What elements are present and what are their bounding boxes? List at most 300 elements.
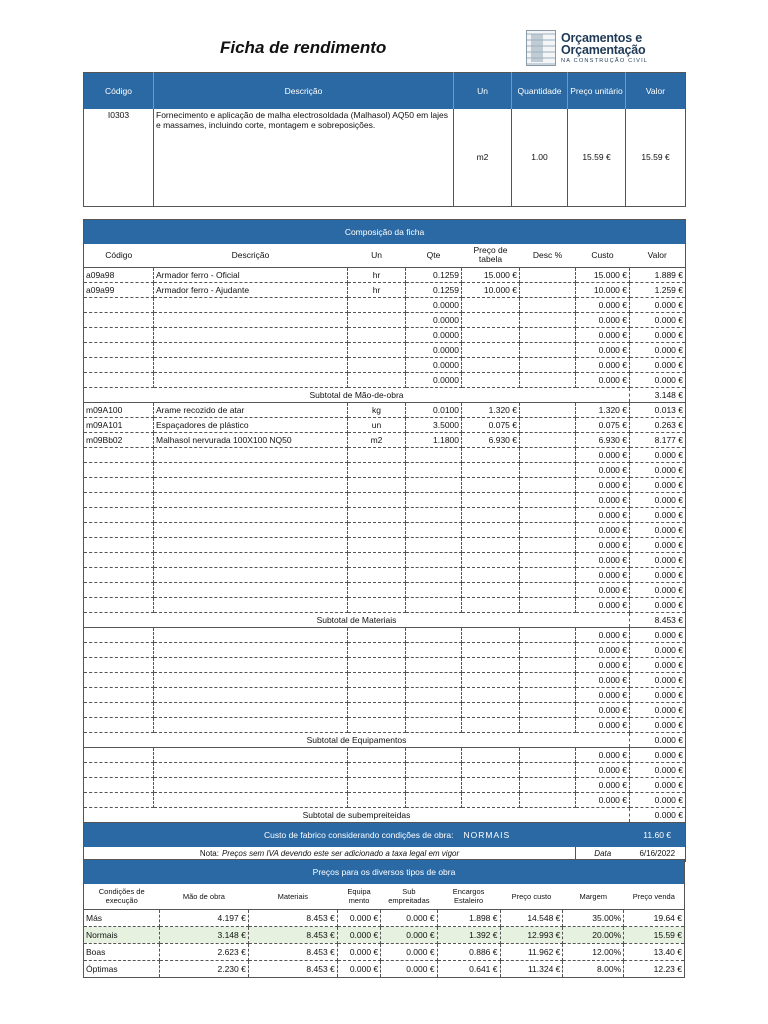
cell-code: m09A101	[84, 418, 154, 433]
composition-col-header: Valor	[630, 244, 686, 268]
cell-unit	[348, 778, 406, 793]
date-value: 6/16/2022	[630, 847, 686, 862]
cell-value: 0.000 €	[630, 523, 686, 538]
cell-table-price	[462, 493, 520, 508]
table-row	[84, 283, 686, 298]
cell-value: 1.889 €	[630, 268, 686, 283]
cell-description	[154, 583, 348, 598]
cell-description	[154, 748, 348, 763]
cell-cost: 0.000 €	[576, 793, 630, 808]
price-cell: 4.197 €	[159, 910, 248, 927]
cell-value: 0.000 €	[630, 553, 686, 568]
cell-unit: m2	[348, 433, 406, 448]
price-cell: 8.453 €	[248, 944, 337, 961]
cell-cost: 0.000 €	[576, 463, 630, 478]
total-cost-label: Custo de fabrico considerando condições de obra:	[84, 823, 462, 847]
table-row	[84, 373, 686, 388]
price-cell: 0.000 €	[337, 961, 380, 978]
cell-code	[84, 313, 154, 328]
cell-value: 0.000 €	[630, 313, 686, 328]
price-cell: 14.548 €	[500, 910, 563, 927]
price-cell: 0.000 €	[381, 961, 437, 978]
cell-description	[154, 523, 348, 538]
cell-unit: hr	[348, 283, 406, 298]
price-cell: 11.324 €	[500, 961, 563, 978]
table-row	[84, 463, 686, 478]
cell-discount	[520, 433, 576, 448]
composition-col-header: Preço de tabela	[462, 244, 520, 268]
table-row	[84, 298, 686, 313]
cell-unit	[348, 748, 406, 763]
cell-table-price: 15.000 €	[462, 268, 520, 283]
cell-unit	[348, 673, 406, 688]
cell-description	[154, 658, 348, 673]
table-row	[84, 718, 686, 733]
price-cell: Óptimas	[84, 961, 160, 978]
item-description: Fornecimento e aplicação de malha electrosoldada (Malhasol) AQ50 em lajes e massames, incluindo corte, montagem e sobreposições.	[154, 109, 454, 207]
note-text: Preços sem IVA devendo este ser adicionado a taxa legal em vigor	[221, 849, 460, 859]
cell-discount	[520, 763, 576, 778]
cell-description	[154, 673, 348, 688]
cell-value: 0.263 €	[630, 418, 686, 433]
cell-cost: 0.000 €	[576, 598, 630, 613]
company-logo	[526, 30, 656, 68]
cell-code	[84, 778, 154, 793]
price-cell: 0.000 €	[337, 910, 380, 927]
cell-unit	[348, 538, 406, 553]
table-row	[84, 598, 686, 613]
cell-table-price	[462, 313, 520, 328]
cell-value: 0.000 €	[630, 508, 686, 523]
cell-qty: 0.0000	[406, 298, 462, 313]
cell-discount	[520, 643, 576, 658]
cell-discount	[520, 328, 576, 343]
cell-discount	[520, 403, 576, 418]
price-cell: 8.00%	[563, 961, 624, 978]
cell-unit	[348, 703, 406, 718]
table-row	[84, 403, 686, 418]
composition-col-header: Un	[348, 244, 406, 268]
cell-value: 0.000 €	[630, 643, 686, 658]
cell-value: 0.000 €	[630, 598, 686, 613]
cell-qty	[406, 493, 462, 508]
cell-discount	[520, 268, 576, 283]
cell-discount	[520, 703, 576, 718]
cell-description: Espaçadores de plástico	[154, 418, 348, 433]
cell-discount	[520, 313, 576, 328]
subtotal-value: 0.000 €	[630, 808, 686, 823]
table-row	[84, 643, 686, 658]
cell-discount	[520, 793, 576, 808]
table-row	[84, 523, 686, 538]
price-cell: 20.00%	[563, 927, 624, 944]
cell-description	[154, 493, 348, 508]
price-row	[84, 961, 685, 978]
cell-cost: 0.000 €	[576, 448, 630, 463]
cell-unit: un	[348, 418, 406, 433]
prices-col-header: Sub empreitadas	[381, 884, 437, 910]
cell-value: 0.000 €	[630, 298, 686, 313]
cell-discount	[520, 778, 576, 793]
subcontract-subtotal-row	[84, 808, 686, 823]
cell-code	[84, 583, 154, 598]
item-unit: m2	[454, 109, 512, 207]
cell-value: 0.013 €	[630, 403, 686, 418]
item-row	[84, 109, 686, 207]
total-cost-row	[84, 823, 686, 847]
cell-qty	[406, 598, 462, 613]
cell-code	[84, 673, 154, 688]
subtotal-value: 8.453 €	[630, 613, 686, 628]
cell-description	[154, 508, 348, 523]
cell-cost: 10.000 €	[576, 283, 630, 298]
cell-table-price	[462, 373, 520, 388]
cell-qty	[406, 523, 462, 538]
prices-band	[84, 860, 685, 884]
cell-table-price	[462, 793, 520, 808]
price-cell: Boas	[84, 944, 160, 961]
price-cell: 8.453 €	[248, 910, 337, 927]
cell-description	[154, 298, 348, 313]
cell-cost: 0.000 €	[576, 778, 630, 793]
cell-cost: 0.000 €	[576, 643, 630, 658]
cell-qty	[406, 448, 462, 463]
price-cell: 0.000 €	[337, 944, 380, 961]
cell-code	[84, 628, 154, 643]
cell-value: 0.000 €	[630, 763, 686, 778]
cell-description	[154, 358, 348, 373]
cell-qty	[406, 688, 462, 703]
subtotal-label: Subtotal de Mão-de-obra	[84, 388, 630, 403]
col-un: Un	[454, 73, 512, 109]
subtotal-value: 0.000 €	[630, 733, 686, 748]
cell-qty: 1.1800	[406, 433, 462, 448]
cell-discount	[520, 298, 576, 313]
cell-unit	[348, 553, 406, 568]
cell-value: 0.000 €	[630, 463, 686, 478]
price-cell: Normais	[84, 927, 160, 944]
price-cell: 1.392 €	[437, 927, 500, 944]
total-cost-value: 11.60 €	[630, 823, 686, 847]
cell-code	[84, 373, 154, 388]
cell-discount	[520, 658, 576, 673]
composition-table	[83, 219, 686, 862]
cell-code: a09a98	[84, 268, 154, 283]
cell-unit	[348, 568, 406, 583]
cell-description	[154, 373, 348, 388]
cell-cost: 0.000 €	[576, 568, 630, 583]
cell-table-price: 0.075 €	[462, 418, 520, 433]
cell-value: 0.000 €	[630, 358, 686, 373]
cell-qty	[406, 658, 462, 673]
cell-cost: 0.000 €	[576, 508, 630, 523]
table-row	[84, 268, 686, 283]
cell-code: m09Bb02	[84, 433, 154, 448]
cell-unit	[348, 688, 406, 703]
table-row	[84, 313, 686, 328]
cell-code: m09A100	[84, 403, 154, 418]
cell-value: 0.000 €	[630, 703, 686, 718]
cell-unit	[348, 493, 406, 508]
cell-cost: 0.000 €	[576, 628, 630, 643]
table-row	[84, 538, 686, 553]
cell-discount	[520, 598, 576, 613]
table-row	[84, 673, 686, 688]
subtotal-label: Subtotal de Equipamentos	[84, 733, 630, 748]
cell-description: Armador ferro - Ajudante	[154, 283, 348, 298]
cell-code	[84, 718, 154, 733]
cell-cost: 0.000 €	[576, 748, 630, 763]
item-unit-price: 15.59 €	[568, 109, 626, 207]
price-cell: 19.64 €	[624, 910, 685, 927]
cell-qty	[406, 793, 462, 808]
cell-unit	[348, 628, 406, 643]
cell-cost: 0.000 €	[576, 703, 630, 718]
prices-band-title: Preços para os diversos tipos de obra	[84, 860, 685, 884]
cell-table-price	[462, 538, 520, 553]
cell-description	[154, 688, 348, 703]
cell-cost: 0.000 €	[576, 673, 630, 688]
prices-col-header: Condições de execução	[84, 884, 160, 910]
cell-qty	[406, 763, 462, 778]
cell-table-price	[462, 358, 520, 373]
cell-code	[84, 508, 154, 523]
cell-cost: 0.075 €	[576, 418, 630, 433]
cell-discount	[520, 568, 576, 583]
table-row	[84, 553, 686, 568]
cell-discount	[520, 688, 576, 703]
cell-qty	[406, 673, 462, 688]
table-row	[84, 343, 686, 358]
subtotal-label: Subtotal de Materiais	[84, 613, 630, 628]
cell-unit	[348, 508, 406, 523]
cell-discount	[520, 358, 576, 373]
composition-col-header: Qte	[406, 244, 462, 268]
cell-unit: hr	[348, 268, 406, 283]
cell-table-price: 10.000 €	[462, 283, 520, 298]
composition-col-header: Código	[84, 244, 154, 268]
cell-cost: 0.000 €	[576, 328, 630, 343]
cell-table-price	[462, 328, 520, 343]
price-cell: 11.962 €	[500, 944, 563, 961]
cell-description	[154, 463, 348, 478]
cell-unit	[348, 313, 406, 328]
cell-value: 0.000 €	[630, 493, 686, 508]
price-cell: Más	[84, 910, 160, 927]
cell-value: 0.000 €	[630, 718, 686, 733]
total-condition: NORMAIS	[462, 823, 630, 847]
prices-columns	[84, 884, 685, 910]
table-row	[84, 358, 686, 373]
cell-unit	[348, 478, 406, 493]
cell-qty	[406, 628, 462, 643]
table-row	[84, 568, 686, 583]
cell-cost: 0.000 €	[576, 313, 630, 328]
price-cell: 3.148 €	[159, 927, 248, 944]
cell-qty: 0.0100	[406, 403, 462, 418]
cell-description	[154, 313, 348, 328]
cell-unit	[348, 343, 406, 358]
cell-table-price	[462, 448, 520, 463]
cell-code	[84, 598, 154, 613]
logo-line1: Orçamentos e	[561, 31, 642, 45]
cell-cost: 0.000 €	[576, 583, 630, 598]
cell-value: 0.000 €	[630, 478, 686, 493]
cell-cost: 1.320 €	[576, 403, 630, 418]
col-descricao: Descrição	[154, 73, 454, 109]
price-cell: 2.623 €	[159, 944, 248, 961]
cell-value: 0.000 €	[630, 343, 686, 358]
cell-description: Malhasol nervurada 100X100 NQ50	[154, 433, 348, 448]
table-row	[84, 328, 686, 343]
cell-cost: 0.000 €	[576, 718, 630, 733]
cell-description: Arame recozido de atar	[154, 403, 348, 418]
cell-table-price	[462, 748, 520, 763]
cell-discount	[520, 448, 576, 463]
prices-col-header: Materiais	[248, 884, 337, 910]
cell-discount	[520, 463, 576, 478]
price-cell: 0.000 €	[381, 944, 437, 961]
cell-value: 1.259 €	[630, 283, 686, 298]
cell-code	[84, 493, 154, 508]
subtotal-value: 3.148 €	[630, 388, 686, 403]
cell-discount	[520, 343, 576, 358]
cell-cost: 6.930 €	[576, 433, 630, 448]
cell-cost: 0.000 €	[576, 358, 630, 373]
cell-code	[84, 358, 154, 373]
cell-code	[84, 298, 154, 313]
cell-discount	[520, 283, 576, 298]
item-header-table	[83, 72, 686, 207]
cell-value: 0.000 €	[630, 448, 686, 463]
cell-table-price: 6.930 €	[462, 433, 520, 448]
cell-value: 0.000 €	[630, 328, 686, 343]
cell-cost: 0.000 €	[576, 523, 630, 538]
prices-col-header: Equipa mento	[337, 884, 380, 910]
cell-unit	[348, 718, 406, 733]
cell-discount	[520, 718, 576, 733]
equipment-subtotal-row	[84, 733, 686, 748]
cell-qty: 0.1259	[406, 283, 462, 298]
price-cell: 12.00%	[563, 944, 624, 961]
cell-code	[84, 658, 154, 673]
cell-unit	[348, 658, 406, 673]
logo-emblem-icon	[526, 30, 556, 66]
cell-qty	[406, 778, 462, 793]
price-cell: 0.641 €	[437, 961, 500, 978]
price-cell: 35.00%	[563, 910, 624, 927]
page-title: Ficha de rendimento	[220, 38, 387, 57]
cell-description	[154, 538, 348, 553]
cell-description	[154, 553, 348, 568]
cell-description	[154, 598, 348, 613]
cell-code: a09a99	[84, 283, 154, 298]
cell-unit	[348, 643, 406, 658]
cell-code	[84, 463, 154, 478]
item-value: 15.59 €	[626, 109, 686, 207]
cell-table-price	[462, 688, 520, 703]
cell-description	[154, 628, 348, 643]
subtotal-label: Subtotal de subempreiteidas	[84, 808, 630, 823]
cell-code	[84, 343, 154, 358]
note-prefix: Nota:	[199, 849, 219, 859]
cell-qty: 0.0000	[406, 343, 462, 358]
cell-table-price: 1.320 €	[462, 403, 520, 418]
cell-table-price	[462, 763, 520, 778]
cell-description	[154, 763, 348, 778]
cell-value: 0.000 €	[630, 793, 686, 808]
cell-qty	[406, 553, 462, 568]
table-row	[84, 418, 686, 433]
prices-col-header: Preço venda	[624, 884, 685, 910]
cell-unit	[348, 583, 406, 598]
cell-discount	[520, 523, 576, 538]
cell-description	[154, 718, 348, 733]
cell-value: 0.000 €	[630, 538, 686, 553]
price-cell: 0.000 €	[337, 927, 380, 944]
table-row	[84, 703, 686, 718]
cell-code	[84, 688, 154, 703]
cell-description	[154, 328, 348, 343]
cell-code	[84, 448, 154, 463]
cell-discount	[520, 418, 576, 433]
cell-unit	[348, 328, 406, 343]
cell-qty	[406, 643, 462, 658]
cell-code	[84, 748, 154, 763]
cell-qty: 0.0000	[406, 358, 462, 373]
cell-code	[84, 703, 154, 718]
cell-unit	[348, 523, 406, 538]
cell-table-price	[462, 703, 520, 718]
cell-table-price	[462, 553, 520, 568]
price-cell: 13.40 €	[624, 944, 685, 961]
cell-unit	[348, 763, 406, 778]
cell-table-price	[462, 643, 520, 658]
cell-table-price	[462, 568, 520, 583]
table-row	[84, 493, 686, 508]
cell-value: 0.000 €	[630, 748, 686, 763]
cell-discount	[520, 538, 576, 553]
cell-unit: kg	[348, 403, 406, 418]
cell-value: 0.000 €	[630, 628, 686, 643]
cell-qty	[406, 478, 462, 493]
cell-qty	[406, 703, 462, 718]
cell-value: 0.000 €	[630, 673, 686, 688]
cell-code	[84, 328, 154, 343]
table-row	[84, 478, 686, 493]
cell-qty: 0.0000	[406, 313, 462, 328]
table-row	[84, 508, 686, 523]
cell-unit	[348, 448, 406, 463]
table-row	[84, 748, 686, 763]
cell-qty	[406, 538, 462, 553]
composition-col-header: Descrição	[154, 244, 348, 268]
table-row	[84, 763, 686, 778]
cell-value: 0.000 €	[630, 778, 686, 793]
cell-unit	[348, 598, 406, 613]
table-row	[84, 658, 686, 673]
cell-description	[154, 568, 348, 583]
cell-cost: 0.000 €	[576, 478, 630, 493]
cell-value: 0.000 €	[630, 583, 686, 598]
cell-value: 0.000 €	[630, 658, 686, 673]
cell-code	[84, 538, 154, 553]
price-cell: 1.898 €	[437, 910, 500, 927]
cell-cost: 0.000 €	[576, 343, 630, 358]
cell-discount	[520, 553, 576, 568]
cell-cost: 0.000 €	[576, 538, 630, 553]
col-codigo: Código	[84, 73, 154, 109]
